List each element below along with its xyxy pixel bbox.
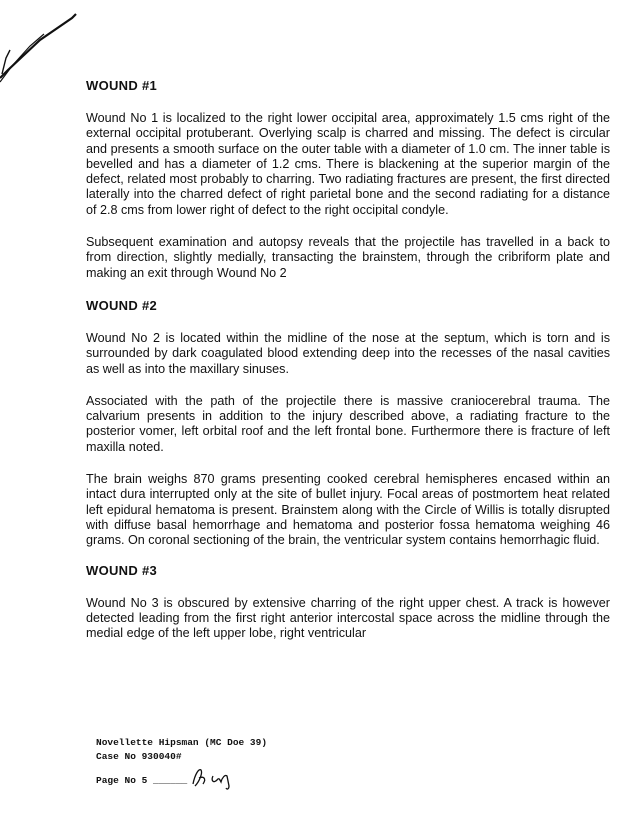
wound-3-heading: WOUND #3 <box>86 562 158 578</box>
wound-2-trauma: Associated with the path of the projectile there is massive craniocerebral trauma. The calvarium presents in addition to the injury described above, a radiating fracture to the posterior vomer, left orbital roof and the left frontal bone. Furthermore there is fracture of left maxilla noted. <box>86 393 610 454</box>
wound-1-heading: WOUND #1 <box>86 78 158 93</box>
wound-3-section <box>86 563 610 642</box>
page-footer <box>96 736 267 788</box>
footer-case-number: Case No 930040# <box>96 751 182 762</box>
wound-1-description: Wound No 1 is localized to the right lower occipital area, approximately 1.5 cms right of the external occipital protuberant. Overlying scalp is charred and missing. The defect is circular and presents a smooth surface on the outer table with a diameter of 1.0 cm. The inner table is bevelled and has a diameter of 1.2 cms. There is blackening at the superior margin of the defect, related most probably to charring. Two radiating fractures are present, the first directed laterally into the charred defect of right parietal bone and the second radiating for a distance of 2.8 cms from lower right of defect to the right occipital condyle. <box>86 111 610 217</box>
footer-page-row <box>96 764 267 788</box>
footer-page-number: Page No 5 ______ <box>96 775 188 786</box>
wound-2-heading: WOUND #2 <box>86 297 158 313</box>
initials-signature <box>189 764 239 790</box>
folded-corner-mark <box>0 0 100 90</box>
wound-1-section <box>86 78 610 281</box>
wound-1-trajectory: Subsequent examination and autopsy reveals that the projectile has travelled in a back to from direction, slightly medially, transacting the brainstem, through the cribriform plate and making an exit through Wound No 2 <box>86 235 610 280</box>
wound-2-section <box>86 298 610 549</box>
wound-2-brain-findings: The brain weighs 870 grams presenting cooked cerebral hemispheres encased within an intact dura interrupted only at the site of bullet injury. Focal areas of postmortem heat related left epidural hematoma is present. Brainstem along with the Circle of Willis is totally disrupted with diffuse basal hemorrhage and hematoma and posterior fossa hematoma weighing 46 grams. On coronal sectioning of the brain, the ventricular system contains hemorrhagic fluid. <box>86 472 610 548</box>
footer-decedent-name: Novellette Hipsman (MC Doe 39) <box>96 737 268 748</box>
report-body <box>86 78 610 658</box>
wound-3-description: Wound No 3 is obscured by extensive charring of the right upper chest. A track is however detected leading from the first right anterior intercostal space across the midline through the medial edge of the left upper lobe, right ventricular <box>86 595 610 641</box>
wound-2-description: Wound No 2 is located within the midline of the nose at the septum, which is torn and is surrounded by dark coagulated blood extending deep into the recesses of the nasal cavities as well as into the maxillary sinuses. <box>86 330 610 376</box>
